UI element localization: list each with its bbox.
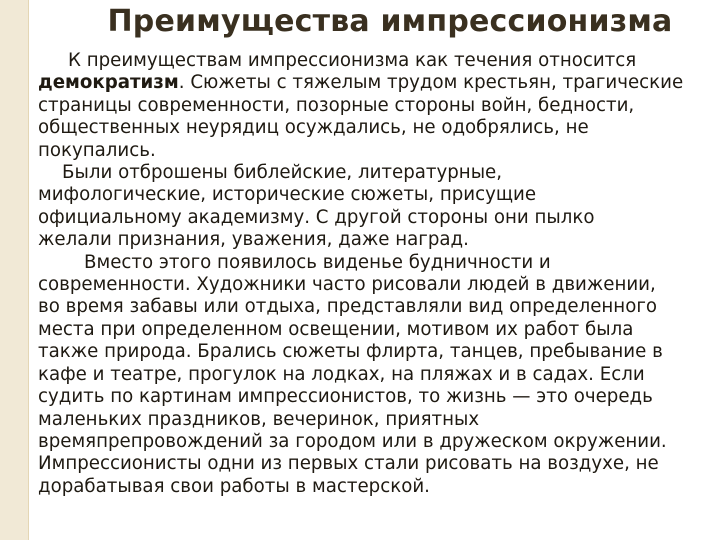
text-line: общественных неурядиц осуждались, не одобрялись, не	[38, 117, 589, 139]
text-line: Импрессионисты одни из первых стали рисовать на воздухе, не	[38, 453, 659, 475]
text-line: Вместо этого появилось виденье будничности и	[84, 251, 551, 273]
text-line: дорабатывая свои работы в мастерской.	[38, 475, 430, 497]
slide-title: Преимущества импрессионизма	[107, 4, 673, 39]
text-line: во время забавы или отдыха, представляли вид определенного	[38, 296, 658, 318]
text-line: мифологические, исторические сюжеты, присущие	[38, 184, 537, 206]
text-line: . Сюжеты с тяжелым трудом крестьян, трагические	[178, 72, 684, 94]
text-line: места при определенном освещении, мотивом их работ была	[38, 318, 634, 340]
decorative-side-strip	[0, 0, 28, 540]
text-line: официальному академизму. С другой стороны они пылко	[38, 206, 595, 228]
text-line: покупались.	[38, 139, 156, 161]
text-line: также природа. Брались сюжеты флирта, танцев, пребывание в	[38, 341, 663, 363]
text-line: времяпрепровождений за городом или в дружеском окружении.	[38, 430, 667, 452]
paragraph-democratism	[38, 50, 714, 162]
text-line: Были отброшены библейские, литературные,	[62, 162, 503, 184]
slide-body	[38, 50, 714, 498]
paragraph-everyday-life	[38, 252, 714, 498]
text-line: кафе и театре, прогулок на лодках, на пляжах и в садах. Если	[38, 363, 645, 385]
decorative-divider	[28, 0, 29, 540]
text-line: желали признания, уважения, даже наград.	[38, 229, 469, 251]
text-line: страницы современности, позорные стороны войн, бедности,	[38, 94, 635, 116]
paragraph-rejected-subjects	[38, 162, 714, 252]
text-line: судить по картинам импрессионистов, то жизнь — это очередь	[38, 386, 653, 408]
bold-term: демократизм	[38, 72, 179, 94]
text-line: К преимуществам импрессионизма как течения относится	[68, 50, 637, 71]
text-line: современности. Художники часто рисовали людей в движении,	[38, 274, 656, 296]
text-line: маленьких праздников, вечеринок, приятных	[38, 408, 480, 430]
